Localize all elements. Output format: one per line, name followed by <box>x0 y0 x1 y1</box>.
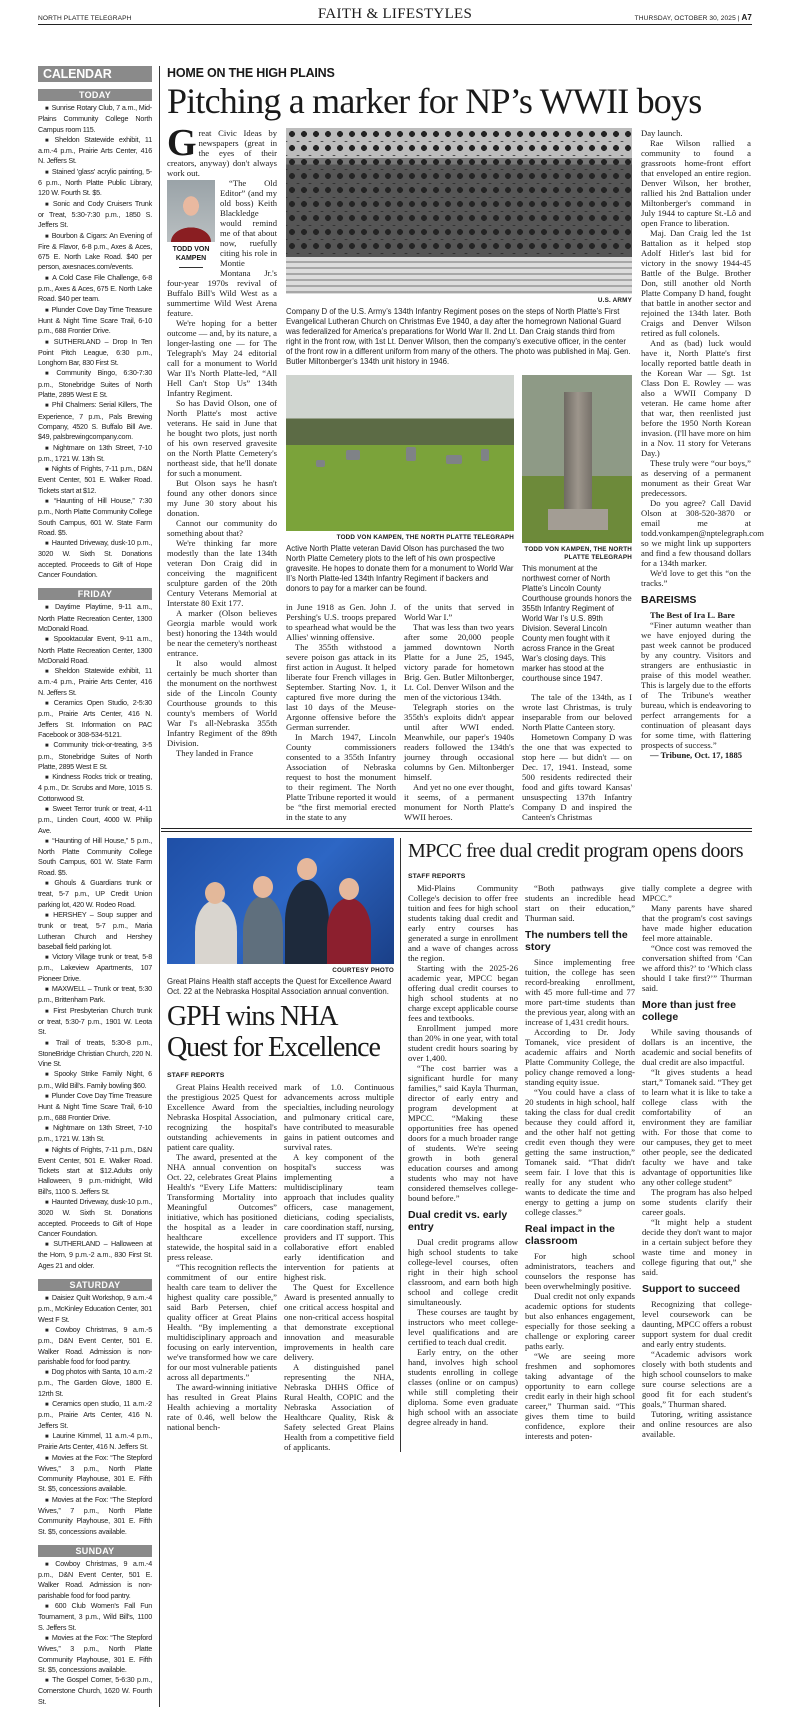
monument-block <box>522 375 632 822</box>
subheading: The numbers tell the story <box>525 929 628 953</box>
calendar-event <box>38 602 152 634</box>
bullet-icon: ■ <box>45 1678 50 1685</box>
bullet-icon: ■ <box>45 1402 50 1409</box>
event-text: Nightmare on 13th Street, 7-10 p.m., 1721 W. 13th St. <box>38 1122 152 1144</box>
section-divider <box>161 828 752 832</box>
calendar-event <box>38 1559 152 1601</box>
paragraph: “We are seeing more freshmen and sophomores taking advantage of the opportunity to earn college credit early in their high school career,” Thurman said. “This gives them time to build confidence, explore their interests and poten- <box>525 1351 635 1441</box>
calendar-event <box>38 1197 152 1239</box>
paragraph: We'd love to get this “on the tracks.” <box>641 568 751 588</box>
event-text: Ceramics Open Studio, 2-5:30 p.m., Prairie Arts Center, 416 N. Jeffers St. Information on PAC Facebook or 308-534-5121. <box>38 698 152 739</box>
calendar-event <box>38 772 152 804</box>
article-column <box>408 883 518 1441</box>
mpcc-byline: STAFF REPORTS <box>408 873 466 880</box>
calendar-event <box>38 1633 152 1675</box>
paragraph: mark of 1.0. Continuous advancements across multiple specialties, including neurology and pulmonary critical care, have contributed to measurable gains in patient outcomes and survival rates. <box>284 1082 394 1152</box>
subheading: More than just free college <box>642 999 736 1023</box>
paragraph: “Finer autumn weather than we have enjoyed during the past week cannot be produced by any country. Visitors and strangers are enthusiastic in praise of this model weather. This is largely due to the efforts of The Tribune's weather bureau, which is endeavoring to perfect arrangements for a continuation of pleasant days for some time, with flattering prospects of success.” <box>641 620 752 750</box>
article-column <box>286 602 396 822</box>
paragraph: Dual credit not only expands academic options for students but also enhances engagement, especially for those seeking a challenge or exploring career paths early. <box>525 1291 635 1351</box>
event-text: Sheldon Statewide exhibit, 11 a.m.-4 p.m., Prairie Arts Center, 416 N. Jeffers St. <box>38 134 152 166</box>
paragraph: Early entry, on the other hand, involves high school students enrolling in college classes (online or on campus) while still completing their diploma. Some even graduate high school with an associate degree already in hand. <box>408 1347 518 1427</box>
event-text: Stained 'glass' acrylic painting, 5-6 p.m., North Platte Public Library, 120 W. Fourth St. $5. <box>38 166 152 198</box>
gph-article <box>167 838 401 1452</box>
subheading: Dual credit vs. early entry <box>408 1209 508 1233</box>
subheading: Support to succeed <box>642 1283 741 1295</box>
paragraph: We're hoping for a better outcome — and, by its nature, a longer-lasting one — for The Telegraph's May 24 editorial call for a monument to World War II's North Platte-led, “All Hell Can't Stop Us” 134th Infantry Regiment. <box>167 318 277 398</box>
paragraph: A key component of the hospital's success was implementing a multidisciplinary team approach that includes quality officers, case management, dieticians, coding specialists, care coordination staff, nursing, providers and IT support. This collaborative effort enabled early identification and intervention for patients at highest risk. <box>284 1152 394 1282</box>
event-text: Laurine Kimmel, 11 a.m.-4 p.m., Prairie Arts Center, 416 N. Jeffers St. <box>38 1430 152 1452</box>
gph-byline: STAFF REPORTS <box>167 1072 225 1079</box>
date-page <box>552 13 752 22</box>
paragraph: The tale of the 134th, as I wrote last Christmas, is truly inseparable from our beloved North Platte Canteen story. <box>522 692 632 732</box>
paragraph: Great Plains Health received the prestigious 2025 Quest for Excellence Award from the Nebraska Hospital Association, recognizing the hospital's outstanding achievements in patient care quality. <box>167 1082 277 1152</box>
event-text: Nights of Frights, 7-11 p.m., D&N Event Center, 501 E. Walker Road. Tickets start at $12.Adults only Halloween, 9 p.m.-midnight, Wild Bill's, 1100 S. Jeffers St. <box>38 1144 152 1196</box>
bullet-icon: ■ <box>45 1199 49 1206</box>
paragraph: These truly were “our boys,” as deserving of a permanent monument as their Great War predecessors. <box>641 458 751 498</box>
bullet-icon: ■ <box>45 1072 51 1079</box>
bullet-icon: ■ <box>45 987 49 994</box>
calendar-event <box>38 231 152 273</box>
event-text: Kindness Rocks trick or treating, 4 p.m., Dr. Scrubs and More, 1015 S. Cottonwood St. <box>38 772 152 803</box>
article-column <box>167 1082 277 1452</box>
calendar-event <box>38 464 152 496</box>
bullet-icon: ■ <box>45 1433 50 1440</box>
bullet-icon: ■ <box>45 1370 49 1377</box>
bullet-icon: ■ <box>45 106 49 112</box>
mpcc-headline: MPCC free dual credit program opens doors <box>408 840 743 862</box>
column-subtitle: The Best of Ira L. Bare <box>650 610 735 620</box>
article-kicker: HOME ON THE HIGH PLAINS <box>167 66 335 80</box>
calendar-event <box>38 634 152 666</box>
event-text: “Haunting of Hill House,” 7:30 p.m., North Platte Community College South Campus, 601 W. State Farm Road. $5. <box>38 495 152 537</box>
bullet-icon: ■ <box>45 1604 52 1611</box>
event-text: Nights of Frights, 7-11 p.m., D&N Event Center, 501 E. Walker Road. Tickets start at $12. <box>38 464 152 495</box>
article-column <box>167 122 277 758</box>
calendar-event <box>38 836 152 878</box>
article-column <box>284 1082 394 1452</box>
calendar-event <box>38 199 152 231</box>
event-text: Bourbon & Cigars: An Evening of Fire & Flavor, 6-8 p.m., Axes & Aces, 675 E. North Lake Road. $40 per person, axesnaces.com/events. <box>38 230 152 272</box>
bullet-icon: ■ <box>45 498 51 505</box>
paragraph: These courses are taught by instructors who meet college-level qualifications and are certified to teach dual credit. <box>408 1307 518 1347</box>
event-text: Phil Chalmers: Serial Killers, The Experience, 7 p.m., Pals Brewing Company, 4520 S. Buffalo Bill Ave. $49, palsbrewingcompany.com. <box>38 400 152 442</box>
paragraph: “This recognition reflects the commitment of our entire health care team to deliver the highest quality care possible,” said Barb Petersen, chief quality officer at Great Plains Health. “By implementing a multidisciplinary approach and focusing on early intervention, we've transformed how we care for our most vulnerable patients across all departments.” <box>167 1262 277 1382</box>
paragraph: A distinguished panel representing the NHA, Nebraska DHHS Office of Rural Health, COPIC and the Nebraska Association of Healthcare Quality, Risk & Safety selected Great Plains Health from a competitive field of applicants. <box>284 1362 394 1452</box>
paragraph: According to Dr. Jody Tomanek, vice president of academic affairs and North Platte Community College, the policy change removed a long-standing equity issue. <box>525 1027 635 1087</box>
bullet-icon: ■ <box>45 137 52 144</box>
paragraph-text: reat Civic Ideas by newspapers (great in the eyes of their creators, anyway) don't always work out. <box>167 128 277 178</box>
paragraph: of the units that served in World War I.” <box>404 602 514 622</box>
calendar-title: CALENDAR <box>38 66 152 82</box>
paragraph <box>167 122 277 178</box>
paragraph: It also would almost certainly be much shorter than the monument on the northwest side of the Lincoln County Courthouse grounds to this county's members of World War I's all-Nebraska 355th Infantry Regiment of the 89th Division. <box>167 658 277 748</box>
event-text: A Cold Case File Challenge, 6-8 p.m., Axes & Aces, 675 E. North Lake Road. $40 per team. <box>38 272 152 304</box>
calendar-day-sunday: SUNDAY <box>38 1545 152 1557</box>
paragraph: Do you agree? Call David Olson at 308-520-3870 or email me at todd.vonkampen@nptelegraph.com so we might link up supporters and find a few thousand dollars for a 134th marker. <box>641 498 764 568</box>
calendar-day-friday: FRIDAY <box>38 588 152 600</box>
photo-caption: This monument at the northwest corner of North Platte’s Lincoln County Courthouse grounds honors the 355th Infantry Regiment of World War I’s U.S. 89th Division. Several Lincoln County men fought with it across France in the Great War’s closing days. This marker has stood at the courthouse since 1947. <box>522 564 632 683</box>
bottom-articles <box>167 838 752 1452</box>
event-text: Haunted Driveway, dusk-10 p.m., 3020 W. Sixth St. Donations accepted. Proceeds to Gift of Hope Cancer Foundation. <box>38 1196 152 1238</box>
calendar-event <box>38 1675 152 1707</box>
article-column <box>525 883 635 1441</box>
bullet-icon: ■ <box>45 1147 49 1154</box>
paragraph: And as (bad) luck would have it, North Platte's first locally reported battle death in the Korean War — Sgt. 1st Class Don E. Rowley — was also a WWII Company D veteran. He came home after that war, then reenlisted just before the 1950 North Korean invasion. (I'll have more on him in a Nov. 11 story for Veterans Day.) <box>641 338 751 458</box>
event-text: HERSHEY – Soup supper and trunk or treat, 5-7 p.m., Maria Lutheran Church and Hershey baseball field parking lot. <box>38 909 152 951</box>
calendar-event <box>38 1145 152 1197</box>
paragraph: “You could have a class of 20 students in high school, half taking the class for dual credit because they could afford it, and the other half not getting credit even though they were getting the same instruction,” Tomanek said. “That didn't seem fair. I love that this is really for any student who wants to dedicate the time and energy to getting a jump on college classes.” <box>525 1087 635 1217</box>
event-text: Cowboy Christmas, 9 a.m.-4 p.m., D&N Event Center, 501 E. Walker Road. Admission is non-parishable food for food pantry. <box>38 1558 152 1600</box>
paragraph: “Both pathways give students an incredible head start on their education,” Thurman said. <box>525 883 635 923</box>
calendar-event <box>38 1239 152 1271</box>
photo-credit: COURTESY PHOTO <box>332 967 394 974</box>
bullet-icon: ■ <box>45 1561 53 1568</box>
event-text: “Haunting of Hill House,” 5 p.m., North Platte Community College South Campus, 601 W. State Farm Road. $5. <box>38 835 152 877</box>
paragraph: tially complete a degree with MPCC.” <box>642 883 752 903</box>
paragraph: In March 1947, Lincoln County commissioners consented to a 355th Infantry Association of Nebraska request to host the monument to their regiment. The North Platte Tribune reported it would be “the first memorial erected in the state to any <box>286 732 396 822</box>
paragraph: Many parents have shared that the program's cost savings have made higher education feel more attainable. <box>642 903 752 943</box>
paragraph: And yet no one ever thought, it seems, of a permanent monument for North Platte's WWII heroes. <box>404 782 514 822</box>
calendar-event <box>38 1399 152 1431</box>
calendar-event <box>38 740 152 772</box>
top-article-body <box>167 122 764 822</box>
calendar-event <box>38 1038 152 1070</box>
event-text: The Gospel Corner, 5-6:30 p.m., Cornerstone Church, 1620 W. Fourth St. <box>38 1675 152 1706</box>
bullet-icon: ■ <box>45 701 51 708</box>
bullet-icon: ■ <box>45 1455 49 1462</box>
paragraph: The award, presented at the NHA annual convention on Oct. 22, celebrates Great Plains Health's “Every Life Matters: Transforming Mortality into Meaningful Outcomes” initiative, which has positioned the hospital as a leader in healthcare excellence statewide, the hospital said in a press release. <box>167 1152 277 1262</box>
event-text: Movies at the Fox: “The Stepford Wives,” 3 p.m., North Platte Community Playhouse, 301 E. Fifth St. $5, concessions available. <box>38 1452 152 1494</box>
calendar-sidebar <box>38 66 160 1707</box>
event-text: Trail of treats, 5:30-8 p.m., StoneBridge Christian Church, 220 N. Vine St. <box>38 1037 152 1069</box>
event-text: Spooktacular Event, 9-11 a.m., North Platte Recreation Center, 1300 McDonald Road. <box>38 634 152 665</box>
calendar-event <box>38 1431 152 1453</box>
event-text: Nightmare on 13th Street, 7-10 p.m., 1721 W. 13th St. <box>38 442 152 463</box>
paragraph: in June 1918 as Gen. John J. Pershing's U.S. troops prepared to spearhead what would be the Allies' winning offensive. <box>286 602 396 642</box>
bullet-icon: ■ <box>45 1296 49 1303</box>
calendar-event <box>38 1367 152 1399</box>
bullet-icon: ■ <box>45 445 50 452</box>
event-text: SUTHERLAND – Drop In Ten Point Pitch League, 6:30 p.m., Longhorn Bar, 830 First St. <box>38 336 152 368</box>
paragraph: “It gives students a head start,” Tomanek said. “They get to learn what it is like to take a college class with the comfortability of an environment they are familiar with. For those that come to our campuses, they get to meet other people, see the dedicated faculty we have and take advantage of opportunities like any other college student” <box>642 1067 752 1187</box>
article-column <box>641 128 764 760</box>
calendar-list <box>38 89 152 1707</box>
gph-headline: GPH wins NHA Quest for Excellence <box>167 1001 380 1063</box>
bullet-icon: ■ <box>45 1094 49 1101</box>
calendar-event <box>38 910 152 952</box>
article-column <box>522 692 632 822</box>
issue-date: THURSDAY, OCTOBER 30, 2025 <box>634 15 736 22</box>
calendar-event <box>38 337 152 369</box>
calendar-event <box>38 1601 152 1633</box>
gph-columns <box>167 1082 394 1452</box>
company-d-photo <box>286 128 632 294</box>
calendar-event <box>38 538 152 580</box>
event-text: Sunrise Rotary Club, 7 a.m., Mid-Plains Community College North Campus room 115. <box>38 103 152 134</box>
calendar-event <box>38 1495 152 1537</box>
bullet-icon: ■ <box>45 912 51 919</box>
event-text: Movies at the Fox: “The Stepford Wives,” 3 p.m., North Platte Community Playhouse, 301 E. Fifth St. $5, concessions available. <box>38 1632 152 1674</box>
event-text: Victory Village trunk or treat, 5-8 p.m., Lakeview Apartments, 107 Pioneer Drive. <box>38 952 152 983</box>
bullet-icon: ■ <box>45 1327 53 1334</box>
event-text: Ghouls & Guardians trunk or treat, 5-7 p.m., UP Credit Union parking lot, 420 W. Rodeo Road. <box>38 878 152 909</box>
photo-area <box>286 128 632 822</box>
bullet-icon: ■ <box>45 669 52 676</box>
bullet-icon: ■ <box>45 838 50 845</box>
event-text: Plunder Cove Day Time Treasure Hunt & Night Time Scare Trail, 6-10 p.m., 688 Frontier Drive. <box>38 304 152 336</box>
paragraph: So has David Olson, one of North Platte's most active veterans. He said in June that he bought two plots, just north of his own reserved gravesite on the North Platte Cemetery's northeast side, that he'll donate for such a monument. <box>167 398 277 478</box>
paragraph: That was less than two years after some 20,000 people jammed downtown North Platte for a June 25, 1945, victory parade for hometown Brig. Gen. Butler Miltonberger, Lt. Col. Denver Wilson and the men of the victorious 134th. <box>404 622 514 702</box>
bullet-icon: ■ <box>45 275 50 282</box>
photo-caption: Company D of the U.S. Army’s 134th Infantry Regiment poses on the steps of North Platte’s First Evangelical Lutheran Church on Christmas Eve 1940, a day after the homegrown National Guard was federalized for America’s preparations for World War II. 2nd Lt. Dan Craig stands third from right in the front row, with 1st Lt. Denver Wilson, then the company’s executive officer, in the center of the front row in a different uniform from many of the others. The photo was published in Maj. Gen. Butler Miltonberger’s 134th unit history in 1946. <box>286 307 631 366</box>
event-text: MAXWELL – Trunk or treat, 5:30 p.m., Brittenham Park. <box>38 984 152 1005</box>
bullet-icon: ■ <box>45 541 49 548</box>
bullet-icon: ■ <box>45 339 51 346</box>
calendar-event <box>38 1091 152 1123</box>
paragraph: “The Old Editor” (and my old boss) Keith Blackledge would remind me of that about now, ruefully citing his role in Montie Montana Jr.'s four-year 1970s revival of Buffalo Bill's Wild West as a summertime Wild West Arena feature. <box>167 178 277 318</box>
separator: | <box>737 15 740 22</box>
page-header <box>38 7 752 25</box>
paragraph: “Once cost was removed the conversation shifted from ‘Can we afford this?’ to ‘Which class should I take first?’” Thurman said. <box>642 943 752 993</box>
event-text: Ceramics open studio, 11 a.m.-2 p.m., Prairie Arts Center, 416 N. Jeffers St. <box>38 1399 152 1430</box>
bullet-icon: ■ <box>45 775 50 782</box>
calendar-event <box>38 103 152 135</box>
event-text: Dog photos with Santa, 10 a.m.-2 p.m., The Garden Glove, 1800 E. 12rth St. <box>38 1367 152 1398</box>
event-text: Sweet Terror trunk or treat, 4-11 p.m., Linden Court, 4000 W. Philip Ave. <box>38 804 152 835</box>
paragraph: Telegraph stories on the 355th's exploits didn't appear until after WWI ended. Meanwhile, our paper's 1940s readers followed the 134th's journey through occasional columns by Gen. Miltonberger himself. <box>404 702 514 782</box>
paragraph: The Quest for Excellence Award is presented annually to one critical access hospital and one non-critical access hospital that demonstrate exceptional innovation and measurable improvements in health care delivery. <box>284 1282 394 1362</box>
paragraph: Maj. Dan Craig led the 1st Battalion as it helped stop Adolf Hitler's last bid for victory in the snowy 1944-45 Battle of the Bulge. Brother Don, still another old North Platte Company D hand, fought that battle in another sector and rejoined the 134th later. Both Craigs and Denver Wilson retired as full colonels. <box>641 228 751 338</box>
bullet-icon: ■ <box>45 881 52 888</box>
event-text: SUTHERLAND – Halloween at the Horn, 9 p.m.-2 a.m., 830 First St. Ages 21 and older. <box>38 1239 152 1270</box>
author-mugshot <box>167 180 215 268</box>
award-photo <box>167 838 394 964</box>
paragraph: “The cost barrier was a significant hurdle for many families,” said Kayla Thurman, director of early entry and program development at MPCC. “Making these opportunities free has opened doors for a much broader range of students. We're seeing growth in both general education courses and among students who may not have considered themselves college-bound before.” <box>408 1063 518 1203</box>
bullet-icon: ■ <box>45 169 49 176</box>
bullet-icon: ■ <box>45 807 50 813</box>
cemetery-block <box>286 375 514 822</box>
bullet-icon: ■ <box>45 201 50 208</box>
bullet-icon: ■ <box>45 1497 49 1504</box>
author-rule <box>179 267 203 268</box>
mpcc-columns <box>408 883 752 1441</box>
paragraph: We're thinking far more modestly than the late 134th veteran Don Craig did in conceiving the magnificent sculpture garden of the 20th Century Veterans Memorial at Interstate 80 Exit 177. <box>167 538 277 608</box>
photo-credit: TODD VON KAMPEN, THE NORTH PLATTE TELEGRAPH <box>524 546 632 561</box>
article-headline: Pitching a marker for NP’s WWII boys <box>167 81 702 121</box>
church-steps <box>286 257 632 294</box>
author-photo <box>167 180 215 242</box>
drop-cap: G <box>167 122 197 164</box>
paragraph: The 355th withstood a severe poison gas attack in its first action in August. It helped liberate four French villages in September. Starting Nov. 1, it captured five more during the last 10 days of the Meuse-Argonne offensive before the German surrender. <box>286 642 396 732</box>
event-text: Spooky Strike Family Night, 6 p.m., Wild Bill's. Family bowling $60. <box>38 1069 152 1090</box>
paragraph: For high school administrators, teachers and counselors the response has been overwhelmingly positive. <box>525 1251 635 1291</box>
bullet-icon: ■ <box>45 1635 49 1642</box>
calendar-event <box>38 698 152 740</box>
calendar-event <box>38 984 152 1006</box>
quote-attribution: — Tribune, Oct. 17, 1885 <box>650 750 743 760</box>
calendar-event <box>38 400 152 442</box>
bullet-icon: ■ <box>45 637 51 644</box>
lower-photo-area <box>286 375 632 822</box>
paragraph: Rae Wilson rallied a community to found a grassroots home-front effort that enveloped an entire region. Denver Wilson, her brother, rallied his 2nd Battalion under Miltonberger's command in July 1944 to capture St.-Lô and open France to liberation. <box>641 138 751 228</box>
calendar-event <box>38 1293 152 1325</box>
calendar-day-today: TODAY <box>38 89 152 101</box>
event-text: 600 Club Women's Fall Fun Tournament, 3 p.m., Wild Bill's, 1100 S. Jeffers St. <box>38 1601 152 1632</box>
calendar-event <box>38 804 152 836</box>
subheading: BAREISMS <box>641 594 697 606</box>
bullet-icon: ■ <box>45 605 53 612</box>
author-name: TODD VON KAMPEN <box>172 246 210 262</box>
event-text: Community Bingo, 6:30-7:30 p.m., Stonebridge Suites of North Platte, 2895 West E St. <box>38 368 152 400</box>
event-text: Haunted Driveway, dusk-10 p.m., 3020 W. Sixth St. Donations accepted. Proceeds to Gift of Hope Cancer Foundation. <box>38 538 152 580</box>
articles-area <box>167 66 764 1707</box>
paragraph: “It might help a student decide they don't want to major in a certain subject before they waste time and money in college figuring that out,” she said. <box>642 1217 752 1277</box>
bullet-icon: ■ <box>45 467 49 474</box>
article-column <box>404 602 514 822</box>
calendar-day-saturday: SATURDAY <box>38 1279 152 1291</box>
calendar-event <box>38 1069 152 1091</box>
calendar-event <box>38 1453 152 1495</box>
calendar-event <box>38 1123 152 1145</box>
paragraph: A marker (Olson believes Georgia marble would work best) honoring the 134th would be near the cemetery's northeast entrance. <box>167 608 277 658</box>
calendar-event <box>38 273 152 305</box>
event-text: Plunder Cove Day Time Treasure Hunt & Night Time Scare Trail, 6-10 p.m., 688 Frontier Drive. <box>38 1091 152 1122</box>
paragraph: Enrollment jumped more than 20% in one year, with total student credit hours soaring by over 1,400. <box>408 1023 518 1063</box>
monument-photo <box>522 375 632 543</box>
bullet-icon: ■ <box>45 233 49 240</box>
calendar-event <box>38 443 152 465</box>
paragraph: The award-winning initiative has resulted in Great Plains Health achieving a mortality rate of 0.46, well below the national bench- <box>167 1382 277 1432</box>
calendar-event <box>38 878 152 910</box>
paragraph: Cannot our community do something about that? <box>167 518 277 538</box>
calendar-event <box>38 496 152 538</box>
photo-credit: TODD VON KAMPEN, THE NORTH PLATTE TELEGRAPH <box>336 534 514 541</box>
paragraph: Tutoring, writing assistance and online resources are also available. <box>642 1409 752 1439</box>
bullet-icon: ■ <box>45 1008 51 1015</box>
bullet-icon: ■ <box>45 743 51 750</box>
newspaper-name: NORTH PLATTE TELEGRAPH <box>38 15 132 22</box>
page-number: A7 <box>741 13 752 22</box>
paragraph: “Academic advisors work closely with both students and high school counselors to make sure course selections are a good fit for each student's goals,” Thurman shared. <box>642 1349 752 1409</box>
event-text: Sonic and Cody Cruisers Trunk or Treat, 5:30-7:30 p.m., 1850 S. Jeffers St. <box>38 198 152 230</box>
photo-caption: Great Plains Health staff accepts the Quest for Excellence Award Oct. 22 at the Nebraska Hospital Association annual convention. <box>167 977 392 996</box>
paragraph: Since implementing free tuition, the college has seen record-breaking enrollment, with 45 more full-time and 77 more part-time students than the previous year, along with an increase of 1,431 credit hours. <box>525 957 635 1027</box>
photo-caption: Active North Platte veteran David Olson has purchased the two North Platte Cemetery plots to the left of his own prospective gravesite. He hopes to donate them for a monument to World War II’s North Platte-led 134th Infantry Regiment if backers and donors to pay for a marker can be found. <box>286 544 514 593</box>
bullet-icon: ■ <box>45 955 50 962</box>
bullet-icon: ■ <box>45 1125 50 1132</box>
section-title: FAITH & LIFESTYLES <box>317 6 473 22</box>
paragraph: Mid-Plains Community College's decision to offer free tuition and fees for high school students taking dual credit and early entry courses has generated a surge in enrollment and a wave of changes across the region. <box>408 883 518 963</box>
page-body <box>38 66 764 1707</box>
paragraph: Day launch. <box>641 128 683 138</box>
event-text: Cowboy Christmas, 9 a.m.-5 p.m., D&N Event Center, 501 E. Walker Road. Admission is non-parishable food for food pantry. <box>38 1324 152 1366</box>
article-column <box>642 883 752 1441</box>
calendar-event <box>38 1325 152 1367</box>
bullet-icon: ■ <box>45 1242 51 1249</box>
event-text: Community trick-or-treating, 3-5 p.m., Stonebridge Suites of North Platte, 2895 West E St. <box>38 740 152 771</box>
calendar-event <box>38 135 152 167</box>
paragraph: The program has also helped some students clarify their career goals. <box>642 1187 752 1217</box>
calendar-event <box>38 666 152 698</box>
event-text: Sheldon Statewide exhibit, 11 a.m.-4 p.m., Prairie Arts Center, 416 N. Jeffers St. <box>38 666 152 697</box>
calendar-event <box>38 952 152 984</box>
paragraph: But Olson says he hasn't found any other donors since my June 30 story about his donation. <box>167 478 277 518</box>
calendar-event <box>38 305 152 337</box>
calendar-event <box>38 368 152 400</box>
paragraph: Dual credit programs allow high school students to take college-level courses, often right in their high school classroom, and earn both high school and college credit simultaneously. <box>408 1237 518 1307</box>
paragraph: They landed in France <box>176 748 254 758</box>
event-text: Movies at the Fox: “The Stepford Wives,” 7 p.m., North Platte Community Playhouse, 301 E. Fifth St. $5, concessions available. <box>38 1494 152 1536</box>
bullet-icon: ■ <box>45 307 49 314</box>
photo-credit: U.S. ARMY <box>597 297 632 304</box>
event-text: Daisiez Quilt Workshop, 9 a.m.-4 p.m., McKinley Education Center, 301 West F St. <box>38 1293 152 1324</box>
cemetery-photo <box>286 375 514 531</box>
event-text: First Presbyterian Church trunk or treat, 5:30-7 p.m., 1901 W. Leota St. <box>38 1005 152 1037</box>
paragraph: Hometown Company D was the one that was expected to stop here — but didn't — on Dec. 17, 1941. Instead, some 500 residents redirected their food and gifts toward Kansas' unsuspecting 137th Infantry Company D and inspired the Canteen's Christmas <box>522 732 632 822</box>
bullet-icon: ■ <box>45 371 54 378</box>
event-text: Daytime Playtime, 9-11 a.m., North Platte Recreation Center, 1300 McDonald Road. <box>38 602 152 633</box>
calendar-event <box>38 1006 152 1038</box>
paragraph: Starting with the 2025-26 academic year, MPCC began offering dual credit courses to high school students at no charge except applicable course fees and textbooks. <box>408 963 518 1023</box>
paragraph: Recognizing that college-level coursework can be daunting, MPCC offers a robust support system for dual credit and early entry students. <box>642 1299 752 1349</box>
article-columns <box>286 602 514 822</box>
bullet-icon: ■ <box>45 1040 53 1047</box>
paragraph: While saving thousands of dollars is an incentive, the academic and social benefits of dual credit are also impactful. <box>642 1027 752 1067</box>
calendar-event <box>38 167 152 199</box>
bullet-icon: ■ <box>45 403 49 410</box>
subheading: Real impact in the classroom <box>525 1223 615 1247</box>
mpcc-article <box>408 838 752 1452</box>
